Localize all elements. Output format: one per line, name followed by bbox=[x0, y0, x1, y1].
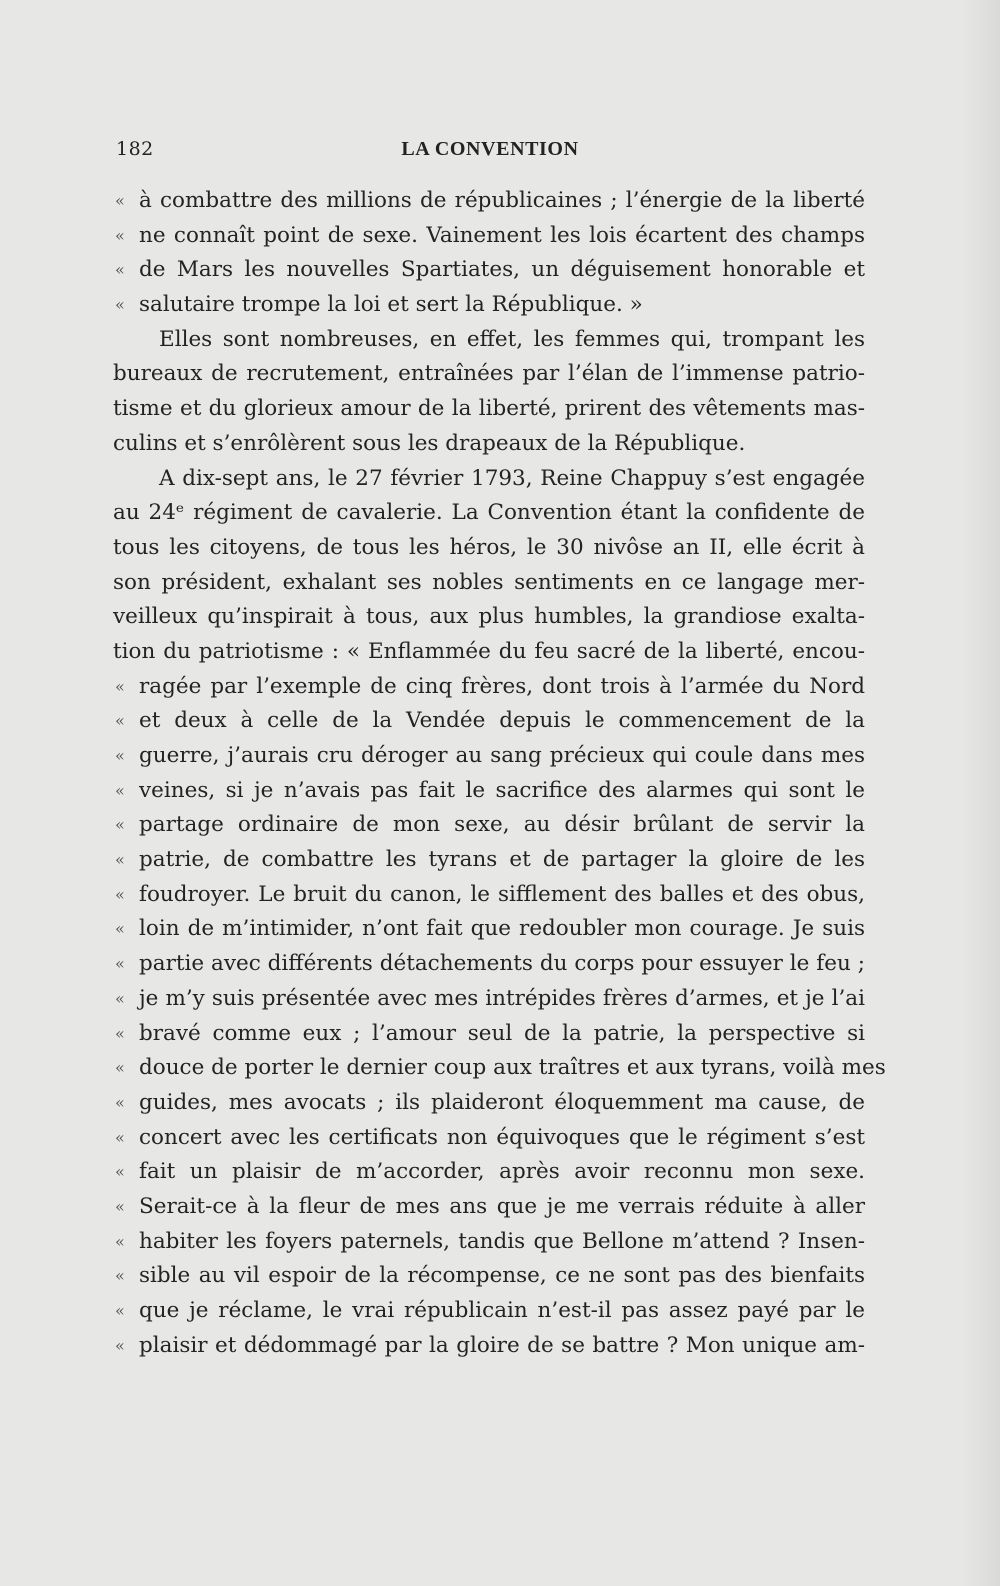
text-line: A dix-sept ans, le 27 février 1793, Reine Chappuy s’est engagée bbox=[159, 465, 865, 491]
running-title: LA CONVENTION bbox=[401, 138, 579, 160]
page-number: 182 bbox=[116, 138, 154, 160]
text-line: culins et s’enrôlèrent sous les drapeaux de la République. bbox=[113, 430, 746, 456]
text-line: « salutaire trompe la loi et sert la République. » bbox=[113, 288, 865, 323]
text-line: « et deux à celle de la Vendée depuis le commencement de la bbox=[113, 704, 865, 739]
text-line: tous les citoyens, de tous les héros, le 30 nivôse an II, elle écrit à bbox=[113, 534, 865, 560]
text-line: tisme et du glorieux amour de la liberté, prirent des vêtements mas- bbox=[113, 396, 865, 422]
text-line: « douce de porter le dernier coup aux traîtres et aux tyrans, voilà mes bbox=[113, 1051, 865, 1086]
text-line: « ne connaît point de sexe. Vainement les lois écartent des champs bbox=[113, 219, 865, 254]
text-line: Elles sont nombreuses, en effet, les femmes qui, trompant les bbox=[159, 326, 865, 352]
text-line: « fait un plaisir de m’accorder, après avoir reconnu mon sexe. bbox=[113, 1155, 865, 1190]
text-line: « bravé comme eux ; l’amour seul de la patrie, la perspective si bbox=[113, 1017, 865, 1052]
text-line: « loin de m’intimider, n’ont fait que redoubler mon courage. Je suis bbox=[113, 912, 865, 947]
text-line: « à combattre des millions de républicaines ; l’énergie de la liberté bbox=[113, 184, 865, 219]
body-text bbox=[113, 184, 886, 1363]
page-edge-shadow bbox=[960, 0, 1000, 1586]
text-line: son président, exhalant ses nobles sentiments en ce langage mer- bbox=[113, 569, 865, 595]
text-line: « de Mars les nouvelles Spartiates, un déguisement honorable et bbox=[113, 253, 865, 288]
text-line: « plaisir et dédommagé par la gloire de se battre ? Mon unique am- bbox=[113, 1329, 865, 1364]
text-line: « je m’y suis présentée avec mes intrépides frères d’armes, et je l’ai bbox=[113, 982, 865, 1017]
text-line: bureaux de recrutement, entraînées par l’élan de l’immense patrio- bbox=[113, 361, 865, 387]
text-line: tion du patriotisme : « Enflammée du feu sacré de la liberté, encou- bbox=[113, 638, 865, 664]
text-line: « que je réclame, le vrai républicain n’est-il pas assez payé par le bbox=[113, 1294, 865, 1329]
text-line: « ragée par l’exemple de cinq frères, dont trois à l’armée du Nord bbox=[113, 670, 865, 705]
text-line: « guides, mes avocats ; ils plaideront éloquemment ma cause, de bbox=[113, 1086, 865, 1121]
text-line: au 24ᵉ régiment de cavalerie. La Convention étant la confidente de bbox=[113, 500, 865, 526]
text-line: veilleux qu’inspirait à tous, aux plus humbles, la grandiose exalta- bbox=[113, 604, 865, 630]
text-line: « partage ordinaire de mon sexe, au désir brûlant de servir la bbox=[113, 808, 865, 843]
text-line: « concert avec les certificats non équivoques que le régiment s’est bbox=[113, 1121, 865, 1156]
running-head bbox=[116, 138, 864, 168]
text-line: « sible au vil espoir de la récompense, ce ne sont pas des bienfaits bbox=[113, 1259, 865, 1294]
text-line: « guerre, j’aurais cru déroger au sang précieux qui coule dans mes bbox=[113, 739, 865, 774]
text-line: « habiter les foyers paternels, tandis que Bellone m’attend ? Insen- bbox=[113, 1225, 865, 1260]
text-line: « partie avec différents détachements du corps pour essuyer le feu ; bbox=[113, 947, 865, 982]
text-line: « Serait-ce à la fleur de mes ans que je me verrais réduite à aller bbox=[113, 1190, 865, 1225]
text-line: « veines, si je n’avais pas fait le sacrifice des alarmes qui sont le bbox=[113, 774, 865, 809]
text-line: « patrie, de combattre les tyrans et de partager la gloire de les bbox=[113, 843, 865, 878]
text-line: « foudroyer. Le bruit du canon, le sifflement des balles et des obus, bbox=[113, 878, 865, 913]
